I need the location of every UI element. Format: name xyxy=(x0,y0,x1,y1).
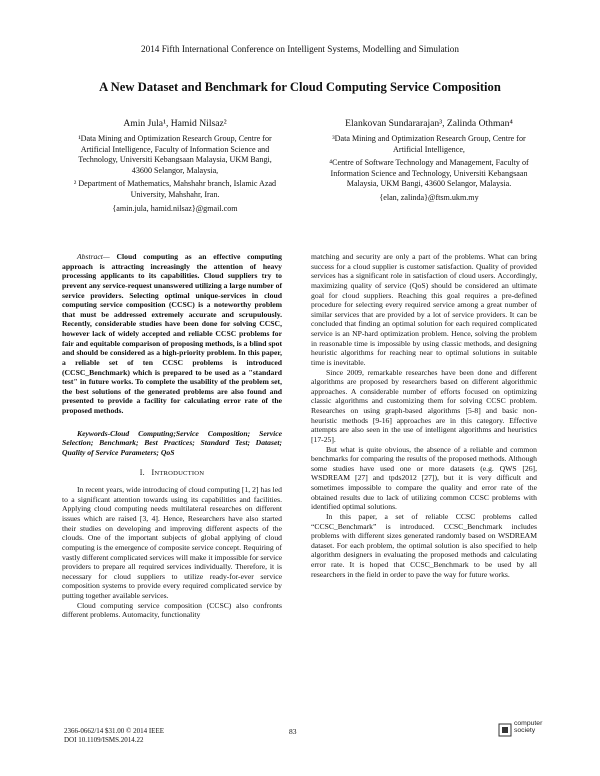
affiliation-4: ⁴Centre of Software Technology and Management, Faculty of Information Science and Technology, Universiti Kebangsaan Malaysia, UKM Bangi, 43600 Selangor, Malaysia. xyxy=(329,158,529,189)
logo-line-1: computer xyxy=(514,720,543,727)
right-paragraph-3: But what is quite obvious, the absence of a reliable and common benchmarks for comparing the results of the proposed methods. Although some studies have used one or more datasets (e.g. QWS [26], WSDREAM [27] and tpds2012 [27]), but it is very difficult and sometimes impossible to compare the quality and error rate of the obtained results due to lack of utilizing common CCSC problems with identified optimal solutions. xyxy=(311,444,537,512)
keywords-label: Keywords- xyxy=(77,428,111,438)
keywords-text: Cloud Computing;Service Composition; Service Selection; Benchmark; Best Practices; Standard Test; Dataset; Quality of Service Parameters; QoS xyxy=(62,428,282,457)
section-number: I. xyxy=(139,467,145,477)
intro-paragraph-2: Cloud computing service composition (CCSC) also confronts different problems. Automacity, functionality xyxy=(62,600,282,620)
author-names-left: Amin Jula¹, Hamid Nilsaz² xyxy=(123,118,227,129)
section-title-first: I xyxy=(151,467,155,477)
computer-society-logo xyxy=(498,717,548,743)
logo-text xyxy=(514,721,542,734)
affiliation-left xyxy=(70,134,280,214)
footer-doi[interactable]: DOI 10.1109/ISMS.2014.22 xyxy=(64,736,144,744)
author-email-left[interactable]: {amin.jula, hamid.nilsaz}@gmail.com xyxy=(112,203,238,213)
intro-paragraph-1: In recent years, wide introducing of cloud computing [1, 2] has led to a significant attention towards using its capabilities and facilities. Applying cloud computing needs multilateral researches on different issues which are raised [3, 4]. Hence, Researchers have also started their studies on developing and improving different aspects of the clouds. One of the important subjects of global applying of cloud computing is the emergence of composite service concept. Requiring of vastly different complicated services will make it impossible for service providers to prepare all required services individually. Therefore, it is necessary for cloud suppliers to utilize ready-for-ever service composition systems to provide every required complicated service by putting together available services. xyxy=(62,485,282,600)
footer-issn: 2366-0662/14 $31.00 © 2014 IEEE xyxy=(64,727,165,735)
affiliation-3: ³Data Mining and Optimization Research Group, Centre for Artificial Intelligence, xyxy=(332,134,526,154)
author-block-left xyxy=(70,118,280,217)
right-paragraph-4: In this paper, a set of reliable CCSC problems called “CCSC_Benchmark” is introduced. CCSC_Benchmark includes problems with different sizes generated randomly based on WSDREAM dataset. For each problem, the optimal solution is also specified to help algorithm designers in evaluating the proposed methods and calculating error rate. It is hoped that CCSC_Benchmark to be used by all researchers in the field in order to pave the way for future works. xyxy=(311,511,537,579)
footer-copyright xyxy=(64,727,164,745)
abstract-label: Abstract— xyxy=(77,252,110,261)
author-names-right: Elankovan Sundararajan³, Zalinda Othman⁴ xyxy=(345,118,513,129)
right-paragraph-2: Since 2009, remarkable researches have been done and different algorithms are proposed by researchers based on different algorithmic approaches. A considerable number of efforts focused on optimizing classic algorithms and customizing them for solving CCSC problem. Researches on using graph-based algorithms [5-8] and basic non-heuristic methods [9-16] approaches are in this category. Effective attempts are also seen in the use of intelligent algorithms and heuristics [17-25]. xyxy=(311,367,537,444)
author-email-right[interactable]: {elan, zalinda}@ftsm.ukm.my xyxy=(379,192,479,202)
computer-society-logo-icon xyxy=(498,723,512,737)
abstract-text: Cloud computing as an effective computing approach is attracting increasingly the attention of heavy processing applicants to its capabilities. Cloud suppliers try to prevent any service-request unanswered utilizing a large number of service providers. Selecting optimal unique-services in cloud computing service composition (CCSC) is a noteworthy problem that must be addressed extremely accurate and scrupulously. Recently, considerable studies have been done for solving CCSC, however lack of widely accepted and reliable CCSC problems for fair and equitable comparison of proposing methods, is a blind spot and should be considered as a high-priority problem. In this paper, a reliable set of ten CCSC problems is introduced (CCSC_Benchmark) which is prepared to be used as a "standard test" in future works. To complete the usability of the problem set, the best solutions of the generated problems are also found and presented to provide a facility for calculating error rate of the proposed methods. xyxy=(62,252,282,415)
section-title-rest: NTRODUCTION xyxy=(154,469,205,477)
affiliation-1: ¹Data Mining and Optimization Research Group, Centre for Artificial Intelligence, Faculty of Information Science and Technology, Universiti Kebangsaan Malaysia, UKM Bangi, 43600 Selangor, Malaysia, xyxy=(78,134,272,175)
author-block-right xyxy=(320,118,538,207)
left-column xyxy=(62,252,282,620)
logo-line-2: society xyxy=(514,726,536,734)
section-heading-introduction xyxy=(62,468,282,479)
affiliation-2: ² Department of Mathematics, Mahshahr branch, Islamic Azad University, Mahshahr, Iran. xyxy=(73,179,277,199)
right-column xyxy=(311,252,537,579)
affiliation-right xyxy=(320,134,538,204)
conference-header: 2014 Fifth International Conference on Intelligent Systems, Modelling and Simulation xyxy=(141,44,459,54)
abstract xyxy=(62,252,282,416)
paper-title: A New Dataset and Benchmark for Cloud Computing Service Composition xyxy=(99,80,501,94)
right-paragraph-1: matching and security are only a part of the problems. What can bring success for a cloud supplier is customer satisfaction. Quality of provided services has a significant role in satisfaction of cloud users. Accordingly, maximizing quality of service (QoS) should be considered an ultimate goal for cloud suppliers. Reaching this goal requires a pre-defined procedure for selecting every required service among a great number of similar services that are provided by a lot of service providers. It can be concluded that finding an optimal solution for each required complicated service is an NP-hard optimization problem. Hence, solving the problem in reasonable time is impossible by using classic methods, and designing heuristic algorithms for reaching near to optimal solutions in suitable time is inevitable. xyxy=(311,252,537,367)
keywords xyxy=(62,429,282,458)
page-number: 83 xyxy=(289,727,297,736)
